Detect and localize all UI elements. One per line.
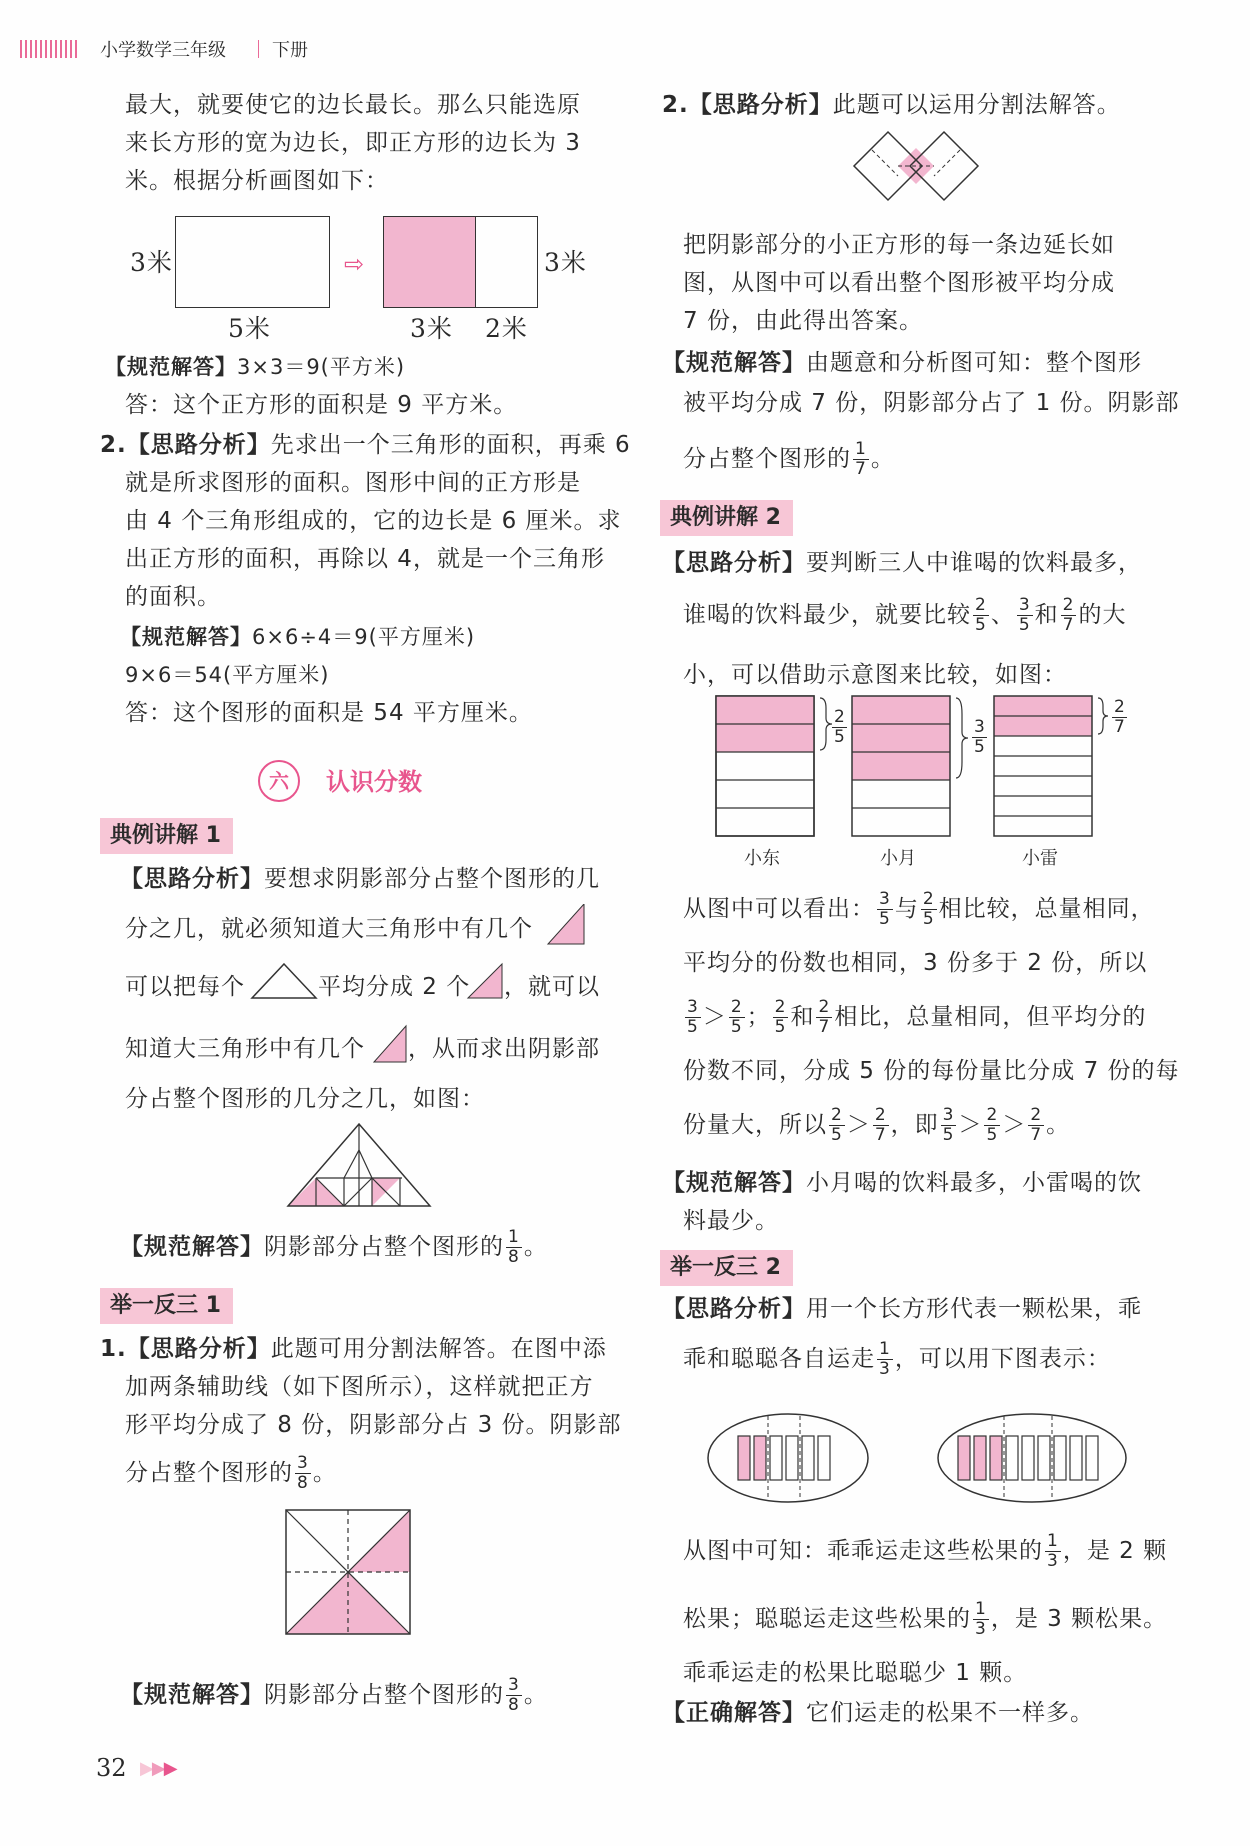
- practice-2-banner: 举一反三 2: [660, 1250, 793, 1286]
- example-1-banner: 典例讲解 1: [100, 818, 233, 854]
- cup-label-xiaodong: 小东: [744, 848, 780, 869]
- pine-cone-figure: [706, 1412, 1130, 1508]
- right-answer-1: 【规范解答】由题意和分析图可知：整个图形: [662, 350, 1142, 376]
- example-2-answer: 【规范解答】小月喝的饮料最多，小雷喝的饮: [662, 1170, 1142, 1196]
- left-paragraph-3: 米。根据分析画图如下：: [125, 168, 389, 194]
- square-split-figure: [284, 1508, 412, 1636]
- example-2-analysis: 【思路分析】要判断三人中谁喝的饮料最多，: [662, 550, 1142, 576]
- example-1-analysis: 【思路分析】要想求阴影部分占整个图形的几: [120, 866, 600, 892]
- practice-2-analysis: 【思路分析】用一个长方形代表一颗松果，乖: [662, 1296, 1142, 1322]
- answer-1-sentence: 答：这个正方形的面积是 9 平方米。: [125, 392, 518, 418]
- triangle-outline-icon: [250, 962, 318, 1000]
- header-decoration: [20, 40, 80, 62]
- practice-2-answer: 【正确解答】它们运走的松果不一样多。: [662, 1700, 1094, 1726]
- right-question-2: 2.【思路分析】此题可以运用分割法解答。: [662, 92, 1121, 118]
- section-title: 认识分数: [326, 768, 422, 796]
- practice-1-analysis: 1.【思路分析】此题可用分割法解答。在图中添: [100, 1336, 607, 1362]
- header-divider: [258, 40, 259, 58]
- answer-1: 【规范解答】3×3＝9(平方米): [105, 355, 406, 379]
- page-number: 32: [96, 1754, 127, 1782]
- diamond-figure: [852, 130, 982, 202]
- left-paragraph-1: 最大，就要使它的边长最长。那么只能选原: [125, 92, 581, 118]
- cup-label-xiaolei: 小雷: [1022, 848, 1058, 869]
- page-arrows-icon: ▶▶▶: [140, 1758, 176, 1779]
- left-paragraph-2: 来长方形的宽为边长，即正方形的边长为 3: [125, 130, 581, 156]
- practice-1-answer: 【规范解答】阴影部分占整个图形的 $\frac{3}{8}$ 。: [120, 1675, 548, 1715]
- cup-label-xiaoyue: 小月: [880, 848, 916, 869]
- section-number-icon: 六: [258, 760, 300, 802]
- original-rectangle: [175, 216, 330, 308]
- cut-rectangle: [383, 216, 538, 308]
- question-2-analysis: 2.【思路分析】先求出一个三角形的面积，再乘 6: [100, 432, 631, 458]
- header-volume: 下册: [272, 40, 308, 61]
- practice-1-banner: 举一反三 1: [100, 1288, 233, 1324]
- cups-figure: $\frac{2}{5}$ $\frac{3}{5}$ $\frac{2}{7}$ 小东 小月 小雷: [714, 694, 1134, 874]
- rect-figure: 3米 5米 ⇨ 3米 3米 2米: [120, 210, 600, 340]
- answer-2: 【规范解答】6×6÷4＝9(平方厘米): [120, 625, 476, 649]
- half-triangle-icon: [466, 962, 504, 1000]
- half-triangle-icon-2: [372, 1024, 408, 1064]
- big-triangle-figure: [286, 1122, 432, 1208]
- example-2-banner: 典例讲解 2: [660, 500, 793, 536]
- header-book-title: 小学数学三年级: [100, 40, 226, 61]
- example-1-answer: 【规范解答】阴影部分占整个图形的 $\frac{1}{8}$ 。: [120, 1227, 548, 1267]
- arrow-icon: ⇨: [344, 250, 365, 278]
- small-pink-triangle-icon: [546, 904, 586, 946]
